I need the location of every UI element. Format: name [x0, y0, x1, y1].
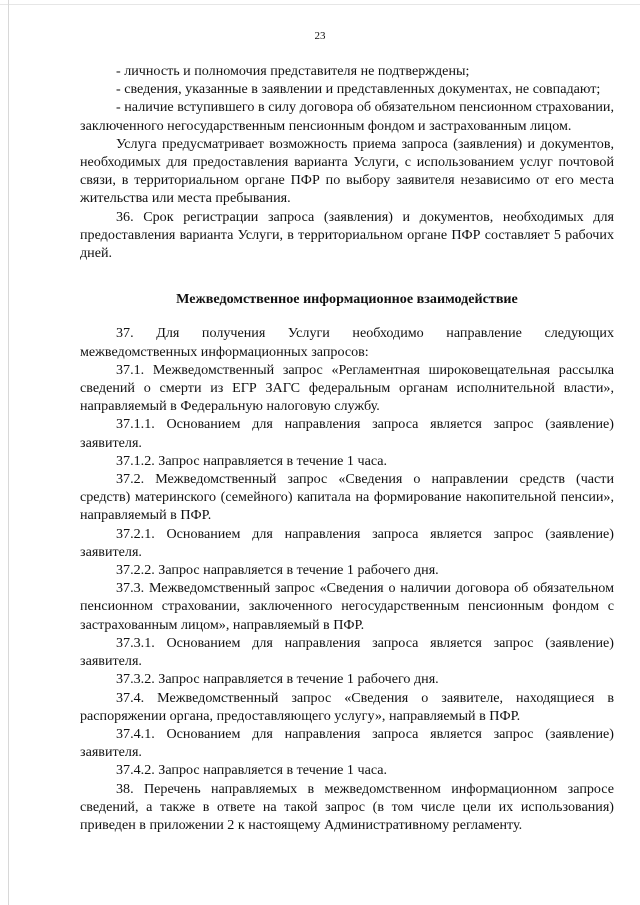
- paragraph-postal-service: Услуга предусматривает возможность приема запроса (заявления) и документов, необходимых для предоставления варианта Услуги, с использованием услуг почтовой связи, в территориальном органе ПФР по выбору заявителя независимо от его места жительства или места пребывания.: [80, 135, 614, 207]
- bullet-pension-contract: - наличие вступившего в силу договора об обязательном пенсионном страховании, заключенного негосударственным пенсионным фондом и застрахованным лицом.: [80, 99, 614, 134]
- paragraph-37-4-2: 37.4.2. Запрос направляется в течение 1 часа.: [116, 762, 388, 779]
- scan-edge-top: [0, 4, 640, 5]
- bullet-data-mismatch: - сведения, указанные в заявлении и представленных документах, не совпадают;: [116, 81, 601, 98]
- paragraph-37-3-1: 37.3.1. Основанием для направления запроса является запрос (заявление) заявителя.: [80, 634, 614, 670]
- paragraph-37-2: 37.2. Межведомственный запрос «Сведения о направлении средств (части средств) материнского (семейного) капитала на формирование накопительной пенсии», направляемый в ПФР.: [80, 471, 614, 524]
- paragraph-37-2-2: 37.2.2. Запрос направляется в течение 1 рабочего дня.: [116, 562, 439, 579]
- paragraph-37-3-2: 37.3.2. Запрос направляется в течение 1 рабочего дня.: [116, 671, 439, 688]
- paragraph-37-3: 37.3. Межведомственный запрос «Сведения о наличии договора об обязательном пенсионном страховании, заключенного негосударственным пенсионным фондом с застрахованным лицом», направляемый в ПФР.: [80, 580, 614, 633]
- paragraph-37-4-1: 37.4.1. Основанием для направления запроса является запрос (заявление) заявителя.: [80, 725, 614, 761]
- paragraph-36: 36. Срок регистрации запроса (заявления) и документов, необходимых для предоставления варианта Услуги, в территориальном органе ПФР составляет 5 рабочих дней.: [80, 208, 614, 262]
- paragraph-38: 38. Перечень направляемых в межведомственном информационном запросе сведений, а также в ответе на такой запрос (в том числе цели их использования) приведен в приложении 2 к настоящему Административному регламенту.: [80, 780, 614, 833]
- spacer: [80, 308, 614, 324]
- paragraph-37-1: 37.1. Межведомственный запрос «Регламентная широковещательная рассылка сведений о смерти из ЕГР ЗАГС федеральным органам исполнительной власти», направляемый в Федеральную налоговую службу.: [80, 361, 614, 415]
- paragraph-37-1-1: 37.1.1. Основанием для направления запроса является запрос (заявление) заявителя.: [80, 416, 614, 451]
- paragraph-37-4: 37.4. Межведомственный запрос «Сведения о заявителе, находящиеся в распоряжении органа, предоставляющего услугу», направляемый в ПФР.: [80, 689, 614, 724]
- scan-edge-left: [8, 0, 9, 905]
- page-number: 23: [314, 30, 326, 42]
- paragraph-37-2-1: 37.2.1. Основанием для направления запроса является запрос (заявление) заявителя.: [80, 525, 614, 560]
- section-heading: Межведомственное информационное взаимодействие: [176, 291, 518, 308]
- bullet-identity-not-confirmed: - личность и полномочия представителя не подтверждены;: [116, 63, 470, 79]
- document-body: [80, 62, 614, 834]
- paragraph-37-1-2: 37.1.2. Запрос направляется в течение 1 часа.: [116, 452, 388, 469]
- paragraph-37: 37. Для получения Услуги необходимо направление следующих межведомственных информационных запросов:: [80, 325, 614, 360]
- spacer: [80, 262, 614, 290]
